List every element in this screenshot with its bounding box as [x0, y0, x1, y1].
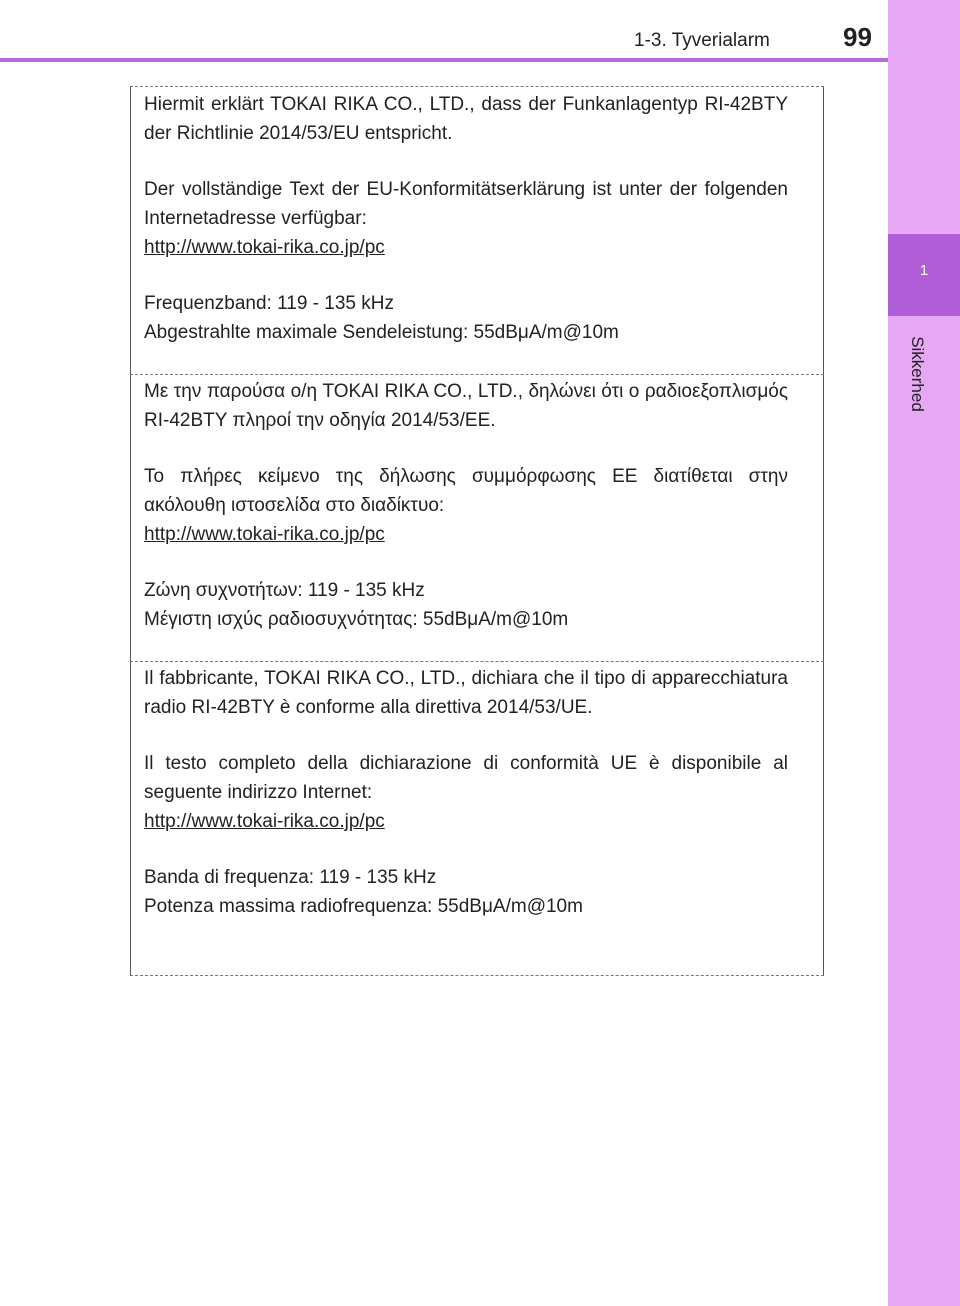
declaration-link[interactable]: http://www.tokai-rika.co.jp/pc [144, 524, 385, 545]
declaration-greek [144, 377, 788, 634]
declaration-intro: Hiermit erklärt TOKAI RIKA CO., LTD., dass der Funkanlagentyp RI-42BTY der Richtlinie 2014/53/EU entspricht. [144, 94, 788, 144]
box-border-right [823, 86, 824, 976]
max-power: Abgestrahlte maximale Sendeleistung: 55dBμA/m@10m [144, 322, 619, 343]
section-title: 1-3. Tyverialarm [634, 30, 770, 51]
declaration-german [144, 90, 788, 347]
box-border-left [130, 86, 131, 976]
frequency-band: Frequenzband: 119 - 135 kHz [144, 293, 394, 314]
page-header [0, 0, 888, 62]
chapter-label-text: Sikkerhed [908, 336, 927, 412]
box-bottom-rule [130, 975, 824, 976]
frequency-band: Banda di frequenza: 119 - 135 kHz [144, 867, 437, 888]
page-number: 99 [843, 22, 872, 52]
declaration-intro: Με την παρούσα ο/η TOKAI RIKA CO., LTD., δηλώνει ότι ο ραδιοεξοπλισμός RI-42BTY πληροί την οδηγία 2014/53/ΕΕ. [144, 381, 788, 431]
declaration-text-info: Το πλήρες κείμενο της δήλωσης συμμόρφωσης ΕΕ διατίθεται στην ακόλουθη ιστοσελίδα στο διαδίκτυο: [144, 466, 788, 516]
chapter-number: 1 [919, 262, 929, 279]
declaration-link[interactable]: http://www.tokai-rika.co.jp/pc [144, 237, 385, 258]
declaration-box [130, 86, 824, 976]
chapter-label [905, 326, 925, 426]
chapter-side-tab [888, 0, 960, 1306]
chapter-number-box[interactable] [888, 234, 960, 316]
box-top-rule [130, 86, 824, 87]
divider-2 [130, 661, 824, 662]
frequency-band: Ζώνη συχνοτήτων: 119 - 135 kHz [144, 580, 425, 601]
declaration-text-info: Il testo completo della dichiarazione di conformità UE è disponibile al seguente indirizzo Internet: [144, 753, 788, 803]
declaration-link[interactable]: http://www.tokai-rika.co.jp/pc [144, 811, 385, 832]
declaration-text-info: Der vollständige Text der EU-Konformitätserklärung ist unter der folgenden Internetadresse verfügbar: [144, 179, 788, 229]
header-rule [0, 58, 888, 62]
max-power: Potenza massima radiofrequenza: 55dBμA/m@10m [144, 896, 583, 917]
declaration-italian [144, 664, 788, 921]
declaration-intro: Il fabbricante, TOKAI RIKA CO., LTD., dichiara che il tipo di apparecchiatura radio RI-42BTY è conforme alla direttiva 2014/53/UE. [144, 668, 788, 718]
divider-1 [130, 374, 824, 375]
max-power: Μέγιστη ισχύς ραδιοσυχνότητας: 55dBμA/m@10m [144, 609, 569, 630]
